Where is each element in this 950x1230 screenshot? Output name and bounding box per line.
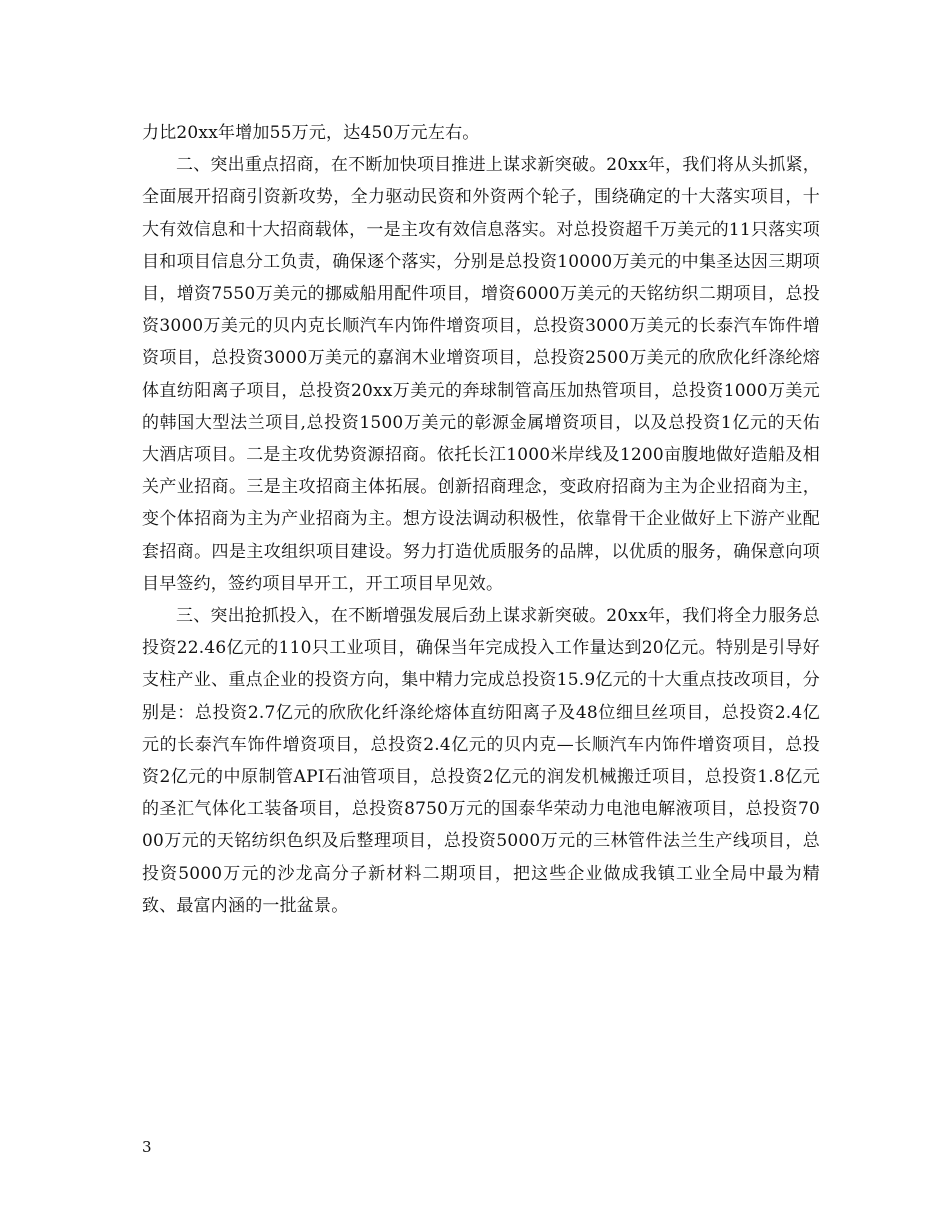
- document-body: [142, 117, 820, 922]
- page-number: 3: [142, 1138, 152, 1156]
- paragraph-investment-input: 三、突出抢抓投入，在不断增强发展后劲上谋求新突破。20xx年，我们将全力服务总投资22.46亿元的110只工业项目，确保当年完成投入工作量达到20亿元。特别是引导好支柱产业、重点企业的投资方向，集中精力完成总投资15.9亿元的十大重点技改项目，分别是：总投资2.7亿元的欣欣化纤涤纶熔体直纺阳离子及48位细旦丝项目，总投资2.4亿元的长泰汽车饰件增资项目，总投资2.4亿元的贝内克—长顺汽车内饰件增资项目，总投资2亿元的中原制管API石油管项目，总投资2亿元的润发机械搬迁项目，总投资1.8亿元的圣汇气体化工装备项目，总投资8750万元的国泰华荣动力电池电解液项目，总投资7000万元的天铭纺织色织及后整理项目，总投资5000万元的三林管件法兰生产线项目，总投资5000万元的沙龙高分子新材料二期项目，把这些企业做成我镇工业全局中最为精致、最富内涵的一批盆景。: [142, 606, 820, 916]
- paragraph-investment-promotion: 二、突出重点招商，在不断加快项目推进上谋求新突破。20xx年，我们将从头抓紧，全面展开招商引资新攻势，全力驱动民资和外资两个轮子，围绕确定的十大落实项目，十大有效信息和十大招商载体，一是主攻有效信息落实。对总投资超千万美元的11只落实项目和项目信息分工负责，确保逐个落实，分别是总投资10000万美元的中集圣达因三期项目，增资7550万美元的挪威船用配件项目，增资6000万美元的天铭纺织二期项目，总投资3000万美元的贝内克长顺汽车内饰件增资项目，总投资3000万美元的长泰汽车饰件增资项目，总投资3000万美元的嘉润木业增资项目，总投资2500万美元的欣欣化纤涤纶熔体直纺阳离子项目，总投资20xx万美元的奔球制管高压加热管项目，总投资1000万美元的韩国大型法兰项目,总投资1500万美元的彰源金属增资项目，以及总投资1亿元的天佑大酒店项目。二是主攻优势资源招商。依托长江1000米岸线及1200亩腹地做好造船及相关产业招商。三是主攻招商主体拓展。创新招商理念，变政府招商为主为企业招商为主，变个体招商为主为产业招商为主。想方设法调动积极性，依靠骨干企业做好上下游产业配套招商。四是主攻组织项目建设。努力打造优质服务的品牌，以优质的服务，确保意向项目早签约，签约项目早开工，开工项目早见效。: [142, 155, 820, 594]
- paragraph-continuation: 力比20xx年增加55万元，达450万元左右。: [142, 123, 480, 143]
